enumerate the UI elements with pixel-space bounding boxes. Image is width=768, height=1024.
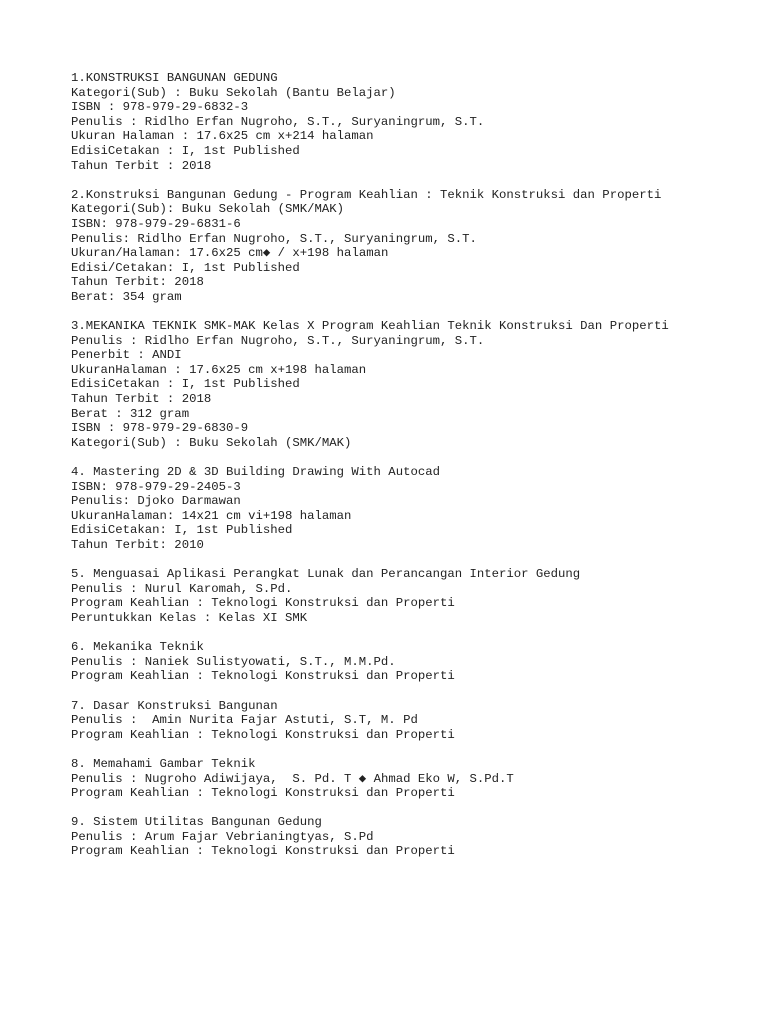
book-entry-5: [71, 567, 761, 625]
book-category: Kategori(Sub) : Buku Sekolah (SMK/MAK): [71, 435, 352, 450]
book-title: 8. Memahami Gambar Teknik: [71, 756, 256, 771]
book-entry-7: [71, 699, 761, 743]
book-weight: Berat: 354 gram: [71, 289, 182, 304]
book-category: Kategori(Sub) : Buku Sekolah (Bantu Belajar): [71, 85, 396, 100]
book-title: 3.MEKANIKA TEKNIK SMK-MAK Kelas X Program Keahlian Teknik Konstruksi Dan Properti: [71, 319, 669, 334]
book-program: Program Keahlian : Teknologi Konstruksi dan Properti: [71, 669, 455, 684]
book-page-size: UkuranHalaman: 14x21 cm vi+198 halaman: [71, 508, 352, 523]
book-edition: Edisi/Cetakan: I, 1st Published: [71, 260, 300, 275]
book-title: 2.Konstruksi Bangunan Gedung - Program Keahlian : Teknik Konstruksi dan Properti: [71, 187, 662, 202]
book-page-size: Ukuran Halaman : 17.6x25 cm x+214 halaman: [71, 129, 374, 144]
book-entry-1: [71, 71, 761, 173]
book-authors: Penulis : Arum Fajar Vebrianingtyas, S.Pd: [71, 829, 374, 844]
document-page: [71, 71, 761, 874]
book-page-size: UkuranHalaman : 17.6x25 cm x+198 halaman: [71, 362, 367, 377]
book-authors: Penulis : Ridlho Erfan Nugroho, S.T., Suryaningrum, S.T.: [71, 333, 485, 348]
book-authors: Penulis : Nugroho Adiwijaya, S. Pd. T ◆ Ahmad Eko W, S.Pd.T: [71, 771, 514, 786]
book-edition: EdisiCetakan : I, 1st Published: [71, 143, 300, 158]
book-authors: Penulis : Ridlho Erfan Nugroho, S.T., Suryaningrum, S.T.: [71, 114, 485, 129]
book-entry-6: [71, 640, 761, 684]
book-year: Tahun Terbit: 2010: [71, 538, 204, 552]
book-isbn: ISBN : 978-979-29-6830-9: [71, 421, 249, 436]
book-authors: Penulis : Nurul Karomah, S.Pd.: [71, 581, 293, 596]
book-title: 4. Mastering 2D & 3D Building Drawing With Autocad: [71, 465, 440, 480]
book-publisher: Penerbit : ANDI: [71, 348, 182, 363]
book-program: Program Keahlian : Teknologi Konstruksi dan Properti: [71, 727, 455, 742]
book-authors: Penulis: Ridlho Erfan Nugroho, S.T., Suryaningrum, S.T.: [71, 231, 477, 246]
book-entry-8: [71, 757, 761, 801]
book-entry-2: [71, 188, 761, 305]
book-isbn: ISBN: 978-979-29-6831-6: [71, 216, 241, 231]
book-weight: Berat : 312 gram: [71, 406, 190, 421]
book-program: Program Keahlian : Teknologi Konstruksi dan Properti: [71, 844, 455, 859]
book-authors: Penulis : Amin Nurita Fajar Astuti, S.T, M. Pd: [71, 713, 418, 728]
book-program: Program Keahlian : Teknologi Konstruksi dan Properti: [71, 786, 455, 801]
book-category: Kategori(Sub): Buku Sekolah (SMK/MAK): [71, 202, 345, 217]
book-authors: Penulis: Djoko Darmawan: [71, 494, 241, 509]
book-title: 6. Mekanika Teknik: [71, 640, 204, 655]
book-target-class: Peruntukkan Kelas : Kelas XI SMK: [71, 610, 308, 625]
book-title: 1.KONSTRUKSI BANGUNAN GEDUNG: [71, 71, 278, 85]
book-title: 7. Dasar Konstruksi Bangunan: [71, 698, 278, 713]
book-year: Tahun Terbit : 2018: [71, 158, 212, 173]
book-page-size: Ukuran/Halaman: 17.6x25 cm◆ / x+198 halaman: [71, 246, 389, 261]
book-edition: EdisiCetakan: I, 1st Published: [71, 523, 293, 538]
book-year: Tahun Terbit : 2018: [71, 392, 212, 407]
book-isbn: ISBN: 978-979-29-2405-3: [71, 479, 241, 494]
book-year: Tahun Terbit: 2018: [71, 275, 204, 290]
book-program: Program Keahlian : Teknologi Konstruksi dan Properti: [71, 596, 455, 611]
book-title: 9. Sistem Utilitas Bangunan Gedung: [71, 815, 322, 830]
book-entry-9: [71, 815, 761, 859]
book-isbn: ISBN : 978-979-29-6832-3: [71, 100, 249, 115]
book-authors: Penulis : Naniek Sulistyowati, S.T., M.M.Pd.: [71, 654, 396, 669]
book-entry-3: [71, 319, 761, 450]
book-title: 5. Menguasai Aplikasi Perangkat Lunak dan Perancangan Interior Gedung: [71, 567, 581, 582]
book-edition: EdisiCetakan : I, 1st Published: [71, 377, 300, 392]
book-entry-4: [71, 465, 761, 553]
